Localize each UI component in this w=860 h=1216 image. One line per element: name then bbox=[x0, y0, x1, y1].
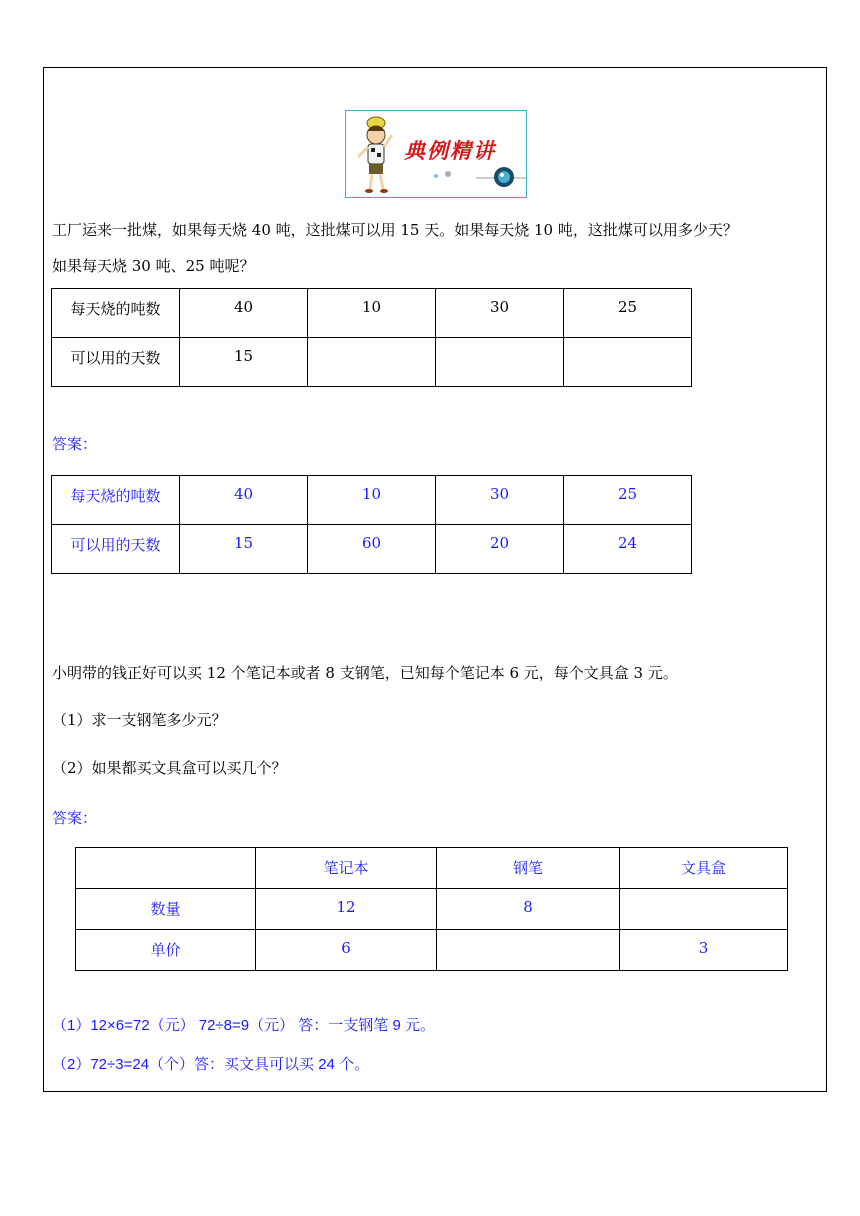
table-cell: 每天烧的吨数 bbox=[52, 289, 180, 338]
table-cell: 可以用的天数 bbox=[52, 338, 180, 387]
boy-illustration bbox=[352, 115, 400, 195]
table-cell bbox=[437, 930, 620, 971]
table-cell: 钢笔 bbox=[437, 848, 620, 889]
table-cell: 笔记本 bbox=[256, 848, 437, 889]
table-cell: 60 bbox=[308, 525, 436, 574]
table-cell bbox=[564, 338, 692, 387]
table-cell: 25 bbox=[564, 476, 692, 525]
table-cell: 30 bbox=[436, 476, 564, 525]
table-row bbox=[76, 930, 788, 971]
table-cell: 单价 bbox=[76, 930, 256, 971]
table-cell bbox=[76, 848, 256, 889]
table-cell: 25 bbox=[564, 289, 692, 338]
table-row bbox=[52, 338, 692, 387]
table-cell: 6 bbox=[256, 930, 437, 971]
table-cell: 数量 bbox=[76, 889, 256, 930]
table-cell: 文具盒 bbox=[620, 848, 788, 889]
table-cell: 每天烧的吨数 bbox=[52, 476, 180, 525]
problem1-answer-label: 答案： bbox=[52, 435, 98, 453]
banner-title: 典例精讲 bbox=[404, 138, 496, 163]
table-row bbox=[76, 848, 788, 889]
problem2-solution2: （2）72÷3=24（个）答：买文具可以买 24 个。 bbox=[52, 1056, 370, 1073]
table-row bbox=[52, 476, 692, 525]
problem1-text-line1: 工厂运来一批煤，如果每天烧 40 吨，这批煤可以用 15 天。如果每天烧 10 吨，这批煤可以用多少天？ bbox=[52, 221, 738, 239]
table-cell: 10 bbox=[308, 289, 436, 338]
table-cell: 3 bbox=[620, 930, 788, 971]
problem1-answer-table bbox=[51, 475, 692, 574]
problem2-answer-table bbox=[75, 847, 788, 971]
table-cell: 20 bbox=[436, 525, 564, 574]
table-cell bbox=[436, 338, 564, 387]
table-row bbox=[52, 525, 692, 574]
table-cell: 30 bbox=[436, 289, 564, 338]
problem2-question1: （1）求一支钢笔多少元？ bbox=[52, 711, 227, 729]
sparkle-decoration bbox=[406, 161, 526, 191]
problem1-table bbox=[51, 288, 692, 387]
table-cell: 12 bbox=[256, 889, 437, 930]
problem2-question2: （2）如果都买文具盒可以买几个？ bbox=[52, 759, 287, 777]
table-cell bbox=[308, 338, 436, 387]
problem2-text: 小明带的钱正好可以买 12 个笔记本或者 8 支钢笔，已知每个笔记本 6 元，每个文具盒 3 元。 bbox=[52, 664, 678, 682]
table-cell: 8 bbox=[437, 889, 620, 930]
table-cell: 24 bbox=[564, 525, 692, 574]
table-cell: 15 bbox=[180, 525, 308, 574]
banner-image bbox=[345, 110, 527, 198]
table-cell bbox=[620, 889, 788, 930]
table-row bbox=[52, 289, 692, 338]
table-cell: 10 bbox=[308, 476, 436, 525]
table-row bbox=[76, 889, 788, 930]
table-cell: 40 bbox=[180, 476, 308, 525]
table-cell: 15 bbox=[180, 338, 308, 387]
table-cell: 40 bbox=[180, 289, 308, 338]
problem2-answer-label: 答案： bbox=[52, 809, 98, 827]
problem1-text-line2: 如果每天烧 30 吨、25 吨呢？ bbox=[52, 257, 255, 275]
problem2-solution1: （1）12×6=72（元） 72÷8=9（元） 答：一支钢笔 9 元。 bbox=[52, 1017, 435, 1034]
table-cell: 可以用的天数 bbox=[52, 525, 180, 574]
